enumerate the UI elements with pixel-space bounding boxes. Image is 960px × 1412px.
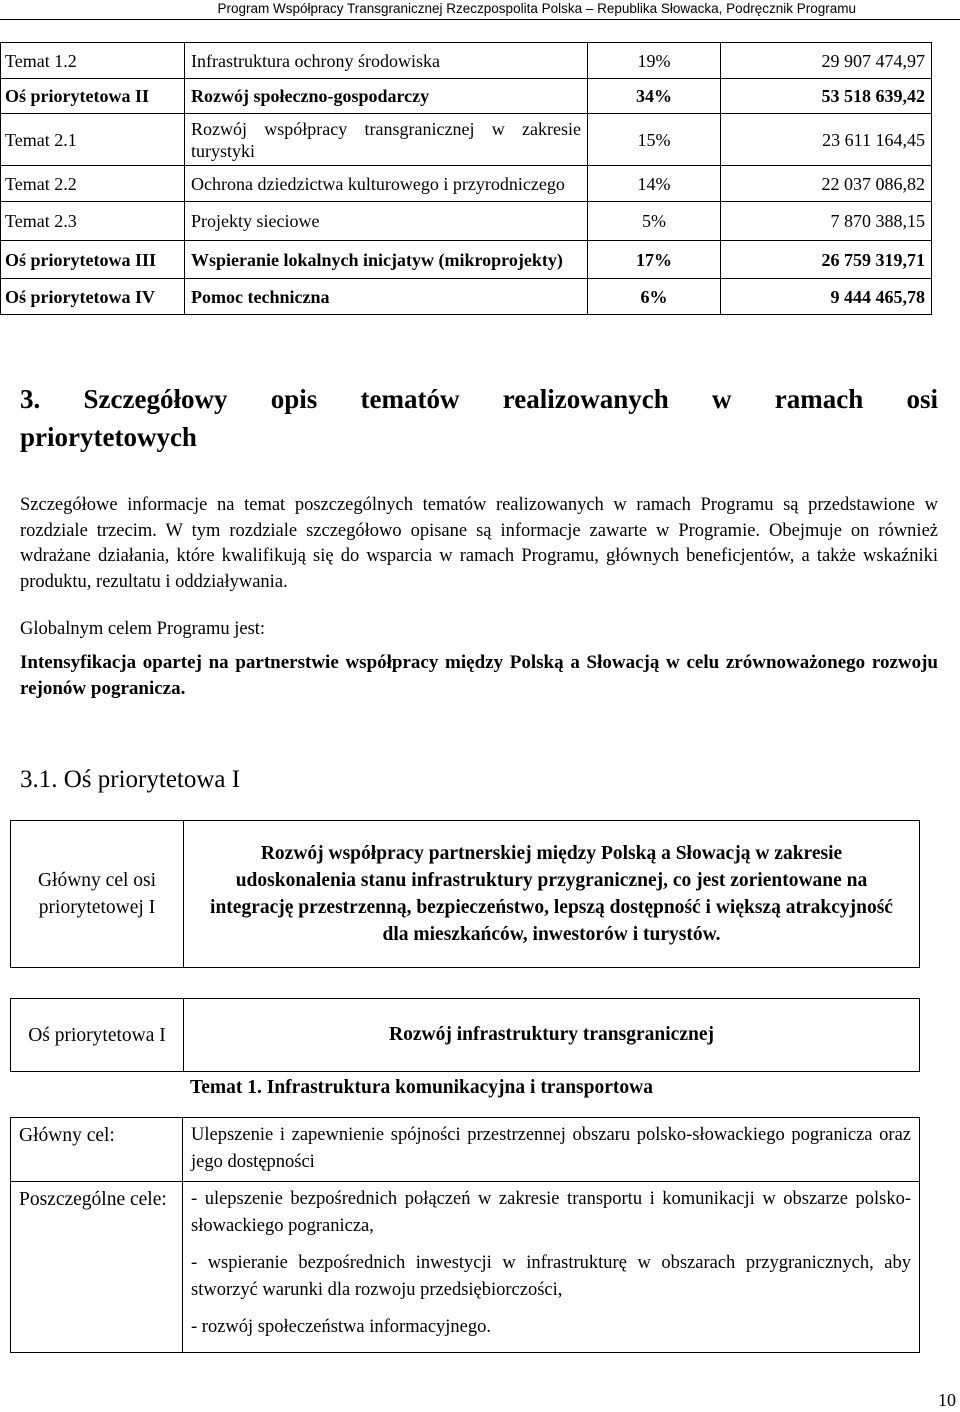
subsection-heading: 3.1. Oś priorytetowa I [20, 766, 241, 793]
list-item: - rozwój społeczeństwa informacyjnego. [191, 1317, 492, 1337]
table-row [1, 241, 932, 279]
row-label: Temat 2.2 [1, 166, 185, 202]
row-amount: 9 444 465,78 [721, 279, 932, 315]
running-header [0, 0, 960, 20]
table-row [1, 279, 932, 315]
row-amount: 53 518 639,42 [721, 79, 932, 114]
row-share: 17% [588, 241, 721, 279]
budget-table [0, 42, 932, 315]
row-amount: 22 037 086,82 [721, 166, 932, 202]
row-label: Temat 2.1 [1, 114, 185, 166]
row-amount: 23 611 164,45 [721, 114, 932, 166]
row-label: Temat 1.2 [1, 43, 185, 79]
axis-goal-text: Rozwój współpracy partnerskiej między Polską a Słowacją w zakresie udoskonalenia stanu infrastruktury przygranicznej, co jest zorientowane na integrację przestrzenną, bezpieczeństwo, lepszą dostępność i większą atrakcyjność dla mieszkańców, inwestorów i turystów. [210, 843, 893, 945]
row-name: Pomoc techniczna [185, 279, 588, 315]
table-row [1, 202, 932, 241]
running-header-text: Program Współpracy Transgranicznej Rzeczpospolita Polska – Republika Słowacka, Podręcznik Programu [217, 1, 856, 16]
row-name: Infrastruktura ochrony środowiska [185, 43, 588, 79]
row-name: Ochrona dziedzictwa kulturowego i przyrodniczego [185, 166, 588, 202]
axis-goal-label: Główny cel osi priorytetowej I [11, 821, 184, 967]
axis-goal-box [10, 820, 920, 968]
row-share: 19% [588, 43, 721, 79]
row-share: 34% [588, 79, 721, 114]
row-amount: 7 870 388,15 [721, 202, 932, 241]
row-label: Oś priorytetowa III [1, 241, 185, 279]
topic-title: Temat 1. Infrastruktura komunikacyjna i transportowa [190, 1077, 653, 1098]
axis-label: Oś priorytetowa I [11, 999, 184, 1071]
row-label: Oś priorytetowa IV [1, 279, 185, 315]
row-amount: 26 759 319,71 [721, 241, 932, 279]
table-row [1, 166, 932, 202]
row-share: 5% [588, 202, 721, 241]
goals-table [10, 1117, 920, 1353]
axis-box [10, 998, 920, 1072]
intro-paragraph: Szczegółowe informacje na temat poszczególnych tematów realizowanych w ramach Programu są przedstawione w rozdziale trzecim. W tym rozdziale szczegółowo opisane są informacje zawarte w Programie. Obejmuje on również wdrażane działania, które kwalifikują się do wsparcia w ramach Programu, głównych beneficjentów, a także wskaźniki produktu, rezultatu i oddziaływania. [20, 495, 938, 592]
row-name: Rozwój społeczno-gospodarczy [185, 79, 588, 114]
main-goal-label: Główny cel: [11, 1118, 183, 1182]
row-name: Projekty sieciowe [185, 202, 588, 241]
row-share: 6% [588, 279, 721, 315]
section-heading-line1: 3. Szczegółowy opis tematów realizowanych w ramach osi [20, 384, 938, 414]
table-row [1, 79, 932, 114]
specific-goals-label: Poszczególne cele: [11, 1182, 183, 1353]
section-heading [20, 380, 938, 456]
row-amount: 29 907 474,97 [721, 43, 932, 79]
header-rule [0, 19, 960, 20]
table-row [11, 1118, 920, 1182]
global-goal-intro: Globalnym celem Programu jest: [20, 619, 266, 639]
row-name: Wspieranie lokalnych inicjatyw (mikroprojekty) [185, 241, 588, 279]
row-name: Rozwój współpracy transgranicznej w zakresie turystyki [185, 114, 588, 166]
table-row [1, 43, 932, 79]
list-item: - ulepszenie bezpośrednich połączeń w zakresie transportu i komunikacji w obszarze polsko-słowackiego pogranicza, [191, 1189, 911, 1236]
table-row [11, 1182, 920, 1353]
row-share: 14% [588, 166, 721, 202]
page-number: 10 [938, 1390, 956, 1410]
axis-name: Rozwój infrastruktury transgranicznej [389, 1024, 714, 1045]
row-label: Oś priorytetowa II [1, 79, 185, 114]
row-label: Temat 2.3 [1, 202, 185, 241]
list-item: - wspieranie bezpośrednich inwestycji w infrastrukturę w obszarach przygranicznych, aby stworzyć warunki dla rozwoju przedsiębiorczości, [191, 1253, 911, 1300]
section-heading-line2: priorytetowych [20, 422, 197, 452]
global-goal: Intensyfikacja opartej na partnerstwie współpracy między Polską a Słowacją w celu zrównoważonego rozwoju rejonów pogranicza. [20, 652, 938, 699]
table-row [1, 114, 932, 166]
main-goal-text: Ulepszenie i zapewnienie spójności przestrzennej obszaru polsko-słowackiego pogranicza oraz jego dostępności [183, 1118, 920, 1182]
row-share: 15% [588, 114, 721, 166]
specific-goals-list [183, 1182, 920, 1353]
